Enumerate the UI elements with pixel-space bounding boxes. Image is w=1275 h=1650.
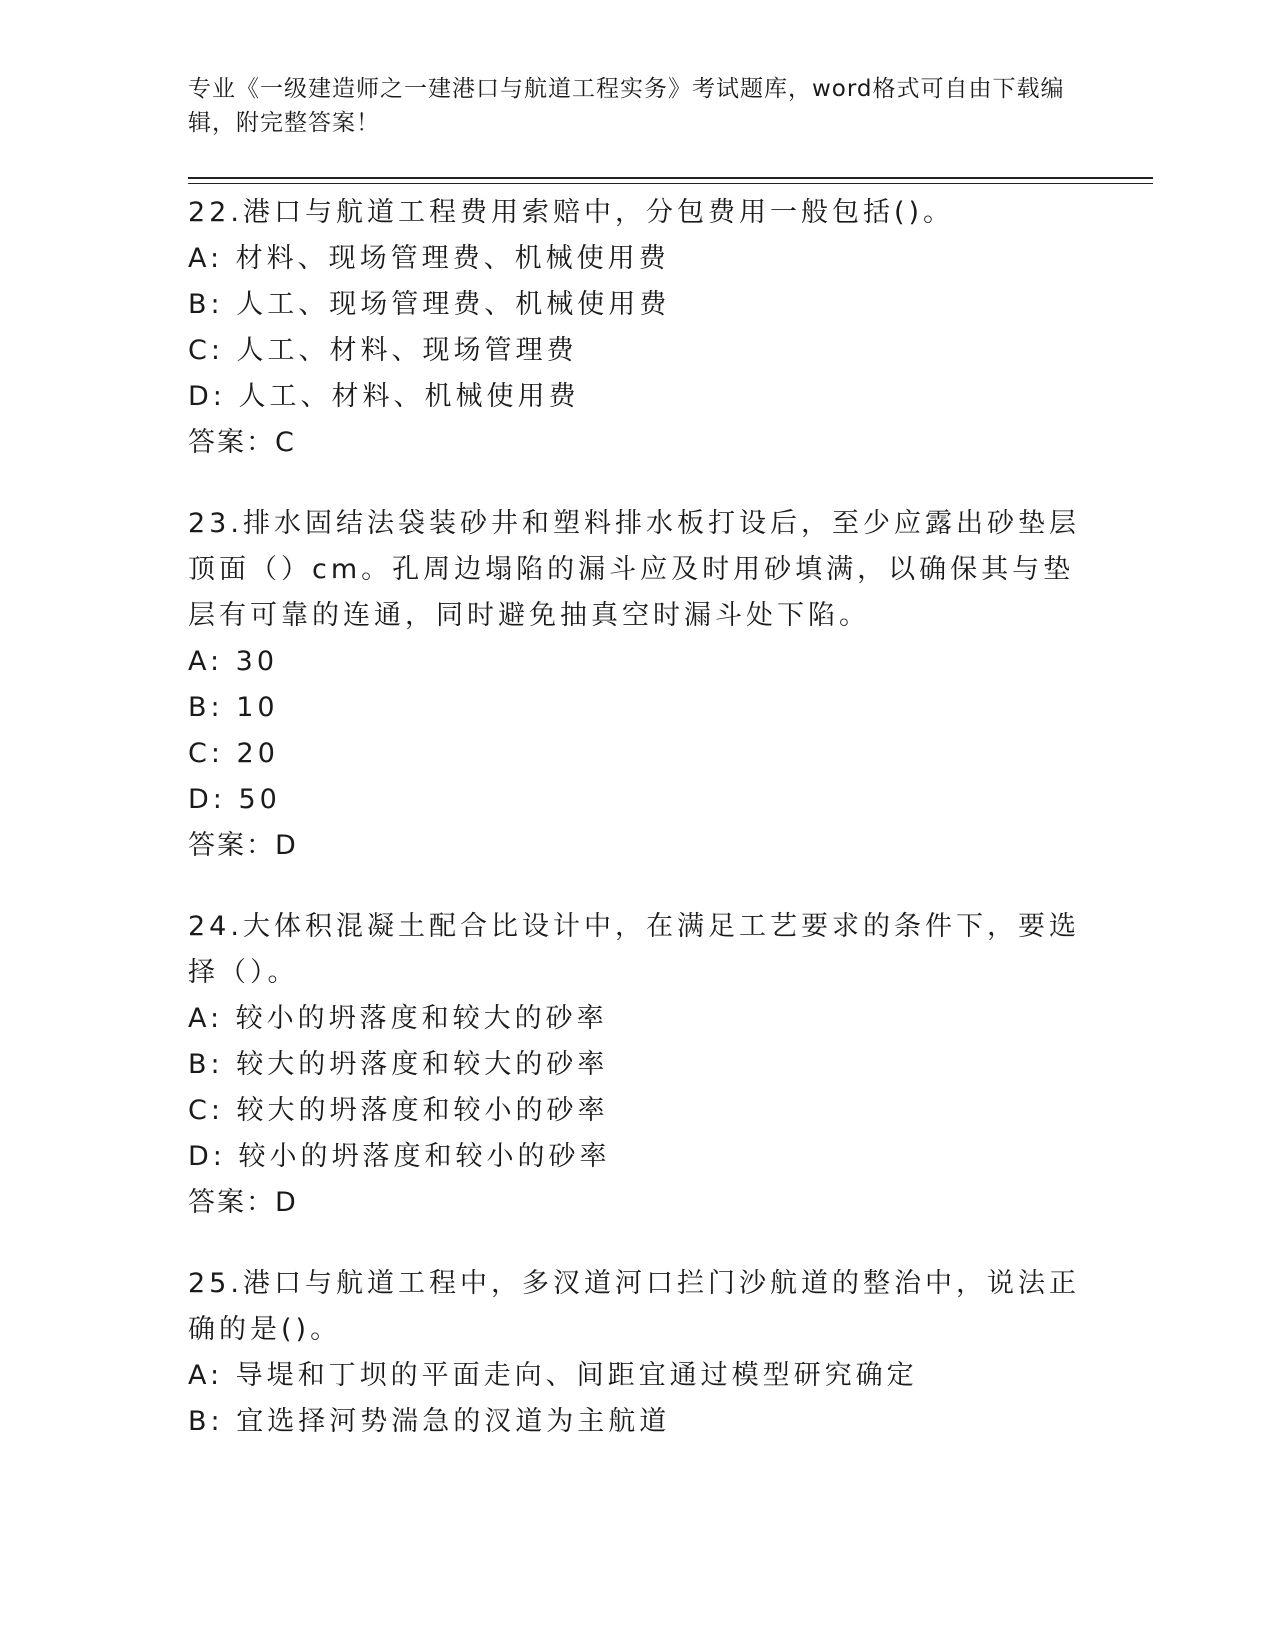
option-c: C: 20 <box>188 738 279 769</box>
option-b: B: 10 <box>188 692 279 723</box>
question-stem: 22.港口与航道工程费用索赔中，分包费用一般包括()。 <box>188 197 955 228</box>
option-d: D: 50 <box>188 784 281 815</box>
question-stem: 25.港口与航道工程中，多汊道河口拦门沙航道的整治中，说法正确的是()。 <box>188 1268 1080 1345</box>
answer: 答案：D <box>188 1187 298 1218</box>
option-d: D: 人工、材料、机械使用费 <box>188 381 580 412</box>
option-b: B: 较大的坍落度和较大的砂率 <box>188 1049 609 1080</box>
question-24 <box>188 904 1088 1226</box>
answer: 答案：D <box>188 830 298 861</box>
question-list <box>188 190 1088 1480</box>
option-b: B: 人工、现场管理费、机械使用费 <box>188 289 671 320</box>
option-b: B: 宜选择河势湍急的汊道为主航道 <box>188 1406 671 1437</box>
option-c: C: 人工、材料、现场管理费 <box>188 335 578 366</box>
option-a: A: 较小的坍落度和较大的砂率 <box>188 1003 608 1034</box>
document-header: 专业《一级建造师之一建港口与航道工程实务》考试题库，word格式可自由下载编辑，附完整答案！ <box>188 76 1065 136</box>
question-25 <box>188 1261 1088 1445</box>
question-22 <box>188 190 1088 466</box>
option-a: A: 材料、现场管理费、机械使用费 <box>188 243 670 274</box>
header-rule-thick <box>188 177 1153 179</box>
question-23 <box>188 501 1088 869</box>
option-c: C: 较大的坍落度和较小的砂率 <box>188 1095 609 1126</box>
answer: 答案：C <box>188 427 296 458</box>
option-a: A: 30 <box>188 646 279 677</box>
header-rule-thin <box>188 183 1153 184</box>
question-stem: 24.大体积混凝土配合比设计中，在满足工艺要求的条件下，要选择（）。 <box>188 911 1080 988</box>
question-stem: 23.排水固结法袋装砂井和塑料排水板打设后，至少应露出砂垫层顶面（）cm。孔周边塌陷的漏斗应及时用砂填满，以确保其与垫层有可靠的连通，同时避免抽真空时漏斗处下陷。 <box>188 508 1080 631</box>
option-a: A: 导堤和丁坝的平面走向、间距宜通过模型研究确定 <box>188 1360 918 1391</box>
option-d: D: 较小的坍落度和较小的砂率 <box>188 1141 611 1172</box>
